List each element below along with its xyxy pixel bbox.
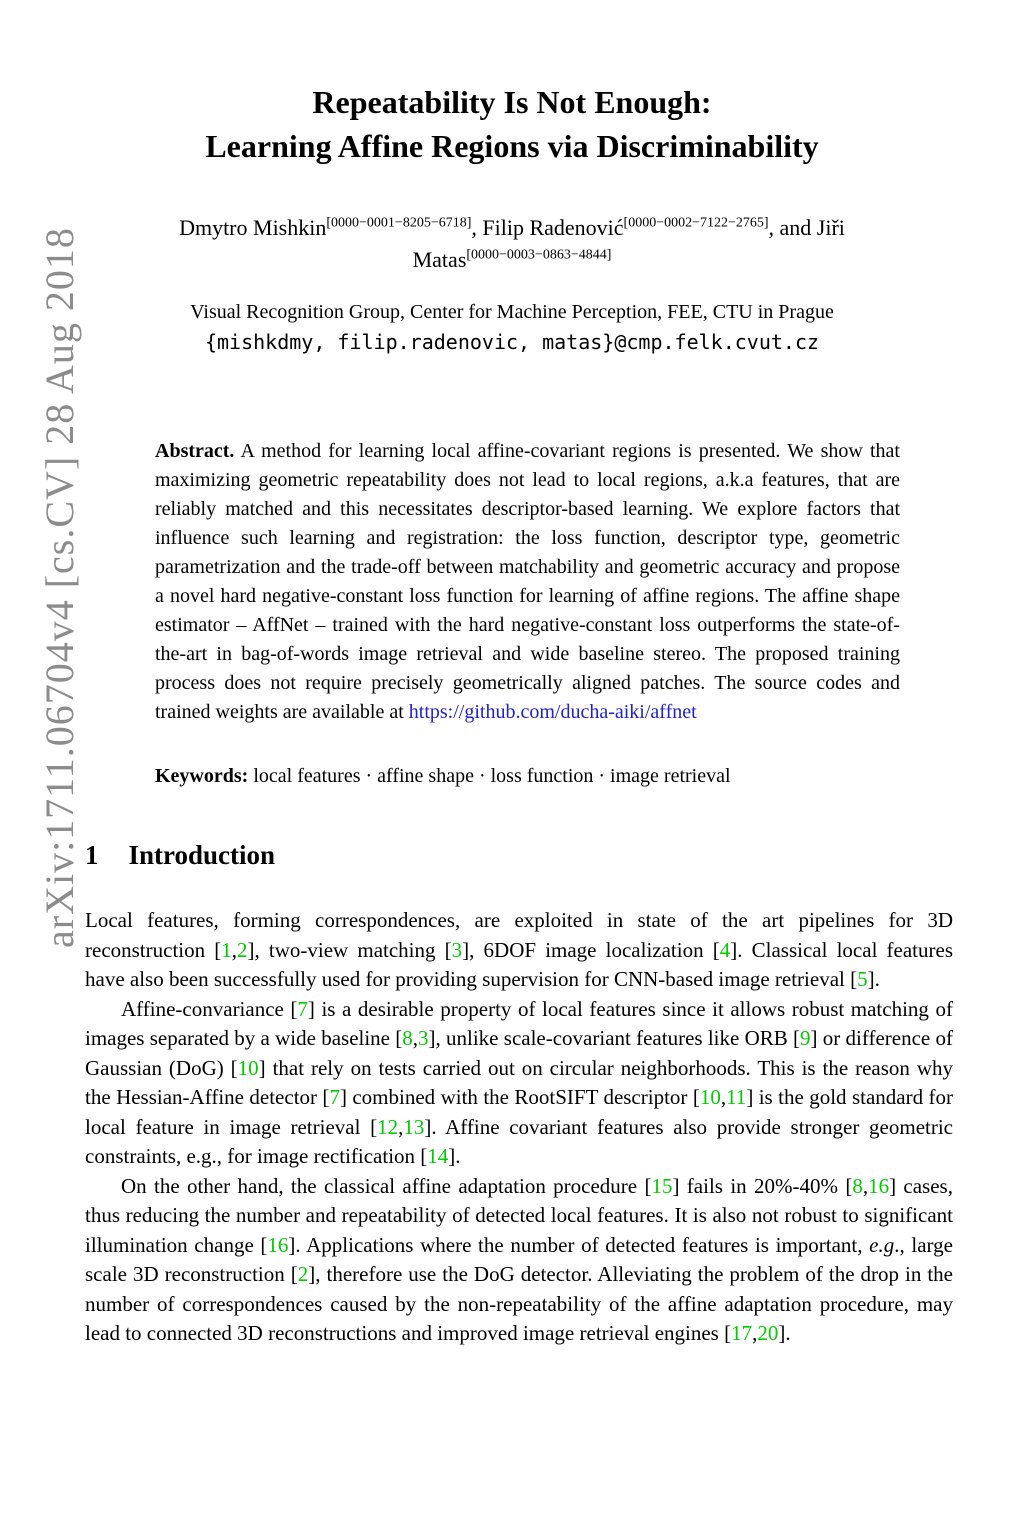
abstract-text: A method for learning local affine-covariant regions is presented. We show that maximizing geometric repeatability does not lead to local regions, a.k.a features, that are reliably matched and this necessitates descriptor-based learning. We explore factors that influence such learning and registration: the loss function, descriptor type, geometric parametrization and the trade-off between matchability and geometric accuracy and propose a novel hard negative-constant loss function for learning of affine regions. The affine shape estimator – AffNet – trained with the hard negative-constant loss outperforms the state-of-the-art in bag-of-words image retrieval and wide baseline stereo. The proposed training process does not require precisely geometrically aligned patches. The source codes and trained weights are available at https://github.com/ducha-aiki/affnet bbox=[155, 440, 900, 723]
citation-ref[interactable]: 15 bbox=[651, 1173, 673, 1198]
citation-ref[interactable]: 10 bbox=[237, 1055, 259, 1080]
author-emails: {mishkdmy, filip.radenovic, matas}@cmp.felk.cvut.cz bbox=[204, 330, 820, 354]
citation-ref[interactable]: 12 bbox=[377, 1114, 399, 1139]
citation-ref[interactable]: 5 bbox=[857, 967, 868, 991]
affiliation: Visual Recognition Group, Center for Machine Perception, FEE, CTU in Prague bbox=[190, 301, 834, 323]
abstract-label: Abstract. bbox=[155, 440, 235, 462]
italic-text: e.g bbox=[869, 1232, 895, 1257]
citation-ref[interactable]: 10 bbox=[699, 1085, 721, 1109]
paragraph: On the other hand, the classical affine adaptation procedure [15] fails in 20%-40% [8,16] cases, thus reducing the number and repeatability of detected local features. It is also not robust to significant illumination change [16]. Applications where the number of detected features is important, e.g., large scale 3D reconstruction [2], therefore use the DoG detector. Alleviating the problem of the drop in the number of correspondences caused by the non-repeatability of the affine adaptation procedure, may lead to connected 3D reconstructions and improved image retrieval engines [17,20]. bbox=[85, 1173, 953, 1345]
citation-ref[interactable]: 7 bbox=[297, 996, 308, 1021]
citation-ref[interactable]: 7 bbox=[329, 1085, 340, 1109]
citation-ref[interactable]: 17 bbox=[731, 1321, 753, 1345]
paragraph: Local features, forming correspondences, are exploited in state of the art pipelines for 3D reconstruction [1,2], two-view matching [3], 6DOF image localization [4]. Classical local features have also been successfully used for providing supervision for CNN-based image retrieval [5]. bbox=[85, 908, 954, 991]
citation-ref[interactable]: 3 bbox=[418, 1026, 429, 1050]
citation-ref[interactable]: 8 bbox=[852, 1173, 863, 1198]
citation-ref[interactable]: 4 bbox=[719, 937, 731, 962]
orcid-id: [0000−0002−7122−2765] bbox=[623, 215, 769, 231]
citation-ref[interactable]: 16 bbox=[267, 1232, 289, 1257]
keywords-label: Keywords: bbox=[155, 765, 249, 787]
keywords-text: local features · affine shape · loss function · image retrieval bbox=[248, 765, 731, 787]
citation-ref[interactable]: 20 bbox=[757, 1321, 779, 1345]
citation-ref[interactable]: 13 bbox=[403, 1114, 425, 1139]
authors-line: Dmytro Mishkin[0000−0001−8205−6718], Filip Radenović[0000−0002−7122−2765], and Jiři Matas[0000−0003−0863−4844] bbox=[179, 215, 845, 272]
keywords-block bbox=[155, 762, 900, 791]
citation-ref[interactable]: 1 bbox=[221, 937, 232, 962]
citation-ref[interactable]: 9 bbox=[800, 1026, 811, 1050]
section-heading bbox=[85, 840, 275, 871]
paper-title-line1: Repeatability Is Not Enough: bbox=[312, 84, 712, 120]
orcid-id: [0000−0003−0863−4844] bbox=[466, 247, 612, 263]
citation-ref[interactable]: 8 bbox=[402, 1026, 413, 1050]
url-link[interactable]: https://github.com/ducha-aiki/affnet bbox=[408, 701, 697, 723]
paragraph: Affine-convariance [7] is a desirable property of local features since it allows robust matching of images separated by a wide baseline [8,3], unlike scale-covariant features like ORB [9] or difference of Gaussian (DoG) [10] that rely on tests carried out on circular neighborhoods. This is the reason why the Hessian-Affine detector [7] combined with the RootSIFT descriptor [10,11] is the gold standard for local feature in image retrieval [12,13]. Affine covariant features also provide stronger geometric constraints, e.g., for image rectification [14]. bbox=[85, 996, 954, 1168]
citation-ref[interactable]: 16 bbox=[868, 1173, 890, 1198]
arxiv-watermark: arXiv:1711.06704v4 [cs.CV] 28 Aug 2018 bbox=[37, 227, 82, 948]
citation-ref[interactable]: 14 bbox=[427, 1144, 449, 1168]
orcid-id: [0000−0001−8205−6718] bbox=[326, 215, 472, 231]
paper-title-line2: Learning Affine Regions via Discriminability bbox=[205, 128, 819, 164]
citation-ref[interactable]: 3 bbox=[451, 937, 463, 962]
citation-ref[interactable]: 2 bbox=[237, 937, 248, 962]
citation-ref[interactable]: 11 bbox=[726, 1085, 747, 1109]
section-number: 1 bbox=[85, 840, 99, 870]
section-title: Introduction bbox=[128, 840, 276, 870]
citation-ref[interactable]: 2 bbox=[297, 1262, 309, 1286]
introduction-body bbox=[85, 906, 953, 1349]
paper-title bbox=[0, 80, 1024, 168]
abstract-block bbox=[155, 437, 900, 727]
